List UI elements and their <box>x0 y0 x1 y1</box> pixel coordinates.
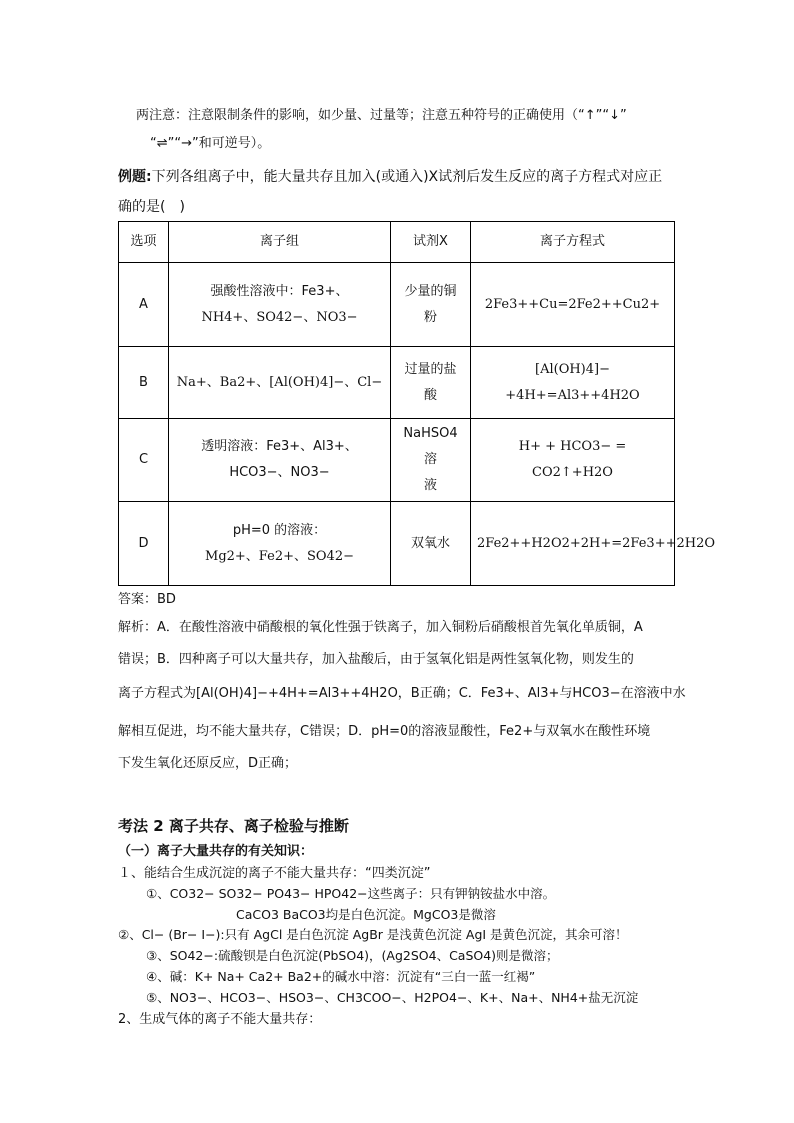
rule-sub-2: ②、Cl− (Br− I−):只有 AgCl 是白色沉淀 AgBr 是浅黄色沉淀 AgI 是黄色沉淀，其余可溶！ <box>118 927 628 942</box>
ions-cell <box>169 263 391 347</box>
section-subtitle: （一）离子大量共存的有关知识： <box>118 844 314 859</box>
reagent-cell <box>391 347 471 419</box>
analysis-line-3: 离子方程式为[Al(OH)4]−+4H+=Al3++4H2O，B正确；C．Fe3+、Al3+与HCO3−在溶液中水 <box>118 686 686 701</box>
rule-sub-5: ⑤、NO3−、HCO3−、HSO3−、CH3COO−、H2PO4−、K+、Na+、NH4+盐无沉淀 <box>146 990 639 1005</box>
reagent-line-2: 粉 <box>423 309 437 325</box>
table-row <box>119 347 675 419</box>
option-cell: C <box>119 419 169 502</box>
ions-line-1: 透明溶液：Fe3+、Al3+、 <box>201 439 358 454</box>
answer: 答案：BD <box>118 592 176 607</box>
options-table <box>118 221 716 586</box>
analysis-line-4: 解相互促进，均不能大量共存，C错误；D．pH=0的溶液显酸性，Fe2+与双氧水在酸性环境 <box>118 724 651 739</box>
intro-line-1: 两注意：注意限制条件的影响，如少量、过量等；注意五种符号的正确使用（“↑”“↓” <box>136 108 627 123</box>
ions-line-2: HCO3−、NO3− <box>229 465 330 480</box>
rule-sub-1: ①、CO32− SO32− PO43− HPO42−这些离子：只有钾钠铵盐水中溶。 <box>146 886 556 901</box>
reagent-line-1: NaHSO4溶 <box>403 426 458 467</box>
ions-cell <box>169 419 391 502</box>
ions-line-2: Mg2+、Fe2+、SO42− <box>205 548 354 564</box>
table-header-row <box>119 222 675 263</box>
header-ions: 离子组 <box>169 222 391 263</box>
reagent-line-1: 少量的铜 <box>404 283 457 299</box>
reagent-cell <box>391 263 471 347</box>
ions-line-2: NH4+、SO42−、NO3− <box>201 309 358 325</box>
ions-line-1: pH=0 的溶液： <box>232 522 327 538</box>
equation-cell: 2Fe2++H2O2+2H+=2Fe3++2H2O <box>471 502 675 586</box>
section-title: 考法 2 离子共存、离子检验与推断 <box>118 817 349 835</box>
reagent-line-2: 酸 <box>423 387 437 403</box>
analysis-line-1: 解析：A．在酸性溶液中硝酸根的氧化性强于铁离子，加入铜粉后硝酸根首先氧化单质铜，A <box>118 620 643 635</box>
example-label: 例题: <box>118 169 152 185</box>
example-question <box>118 166 662 186</box>
analysis-line-2: 错误；B．四种离子可以大量共存，加入盐酸后，由于氢氧化铝是两性氢氧化物，则发生的 <box>118 652 634 667</box>
reagent-line-1: 过量的盐 <box>404 361 457 377</box>
header-option: 选项 <box>119 222 169 263</box>
ions-cell <box>169 502 391 586</box>
option-cell: A <box>119 263 169 347</box>
header-reagent: 试剂X <box>391 222 471 263</box>
header-equation: 离子方程式 <box>471 222 675 263</box>
ions-cell: Na+、Ba2+、[Al(OH)4]−、Cl− <box>169 347 391 419</box>
equation-cell: [Al(OH)4]−+4H+=Al3++4H2O <box>471 347 675 419</box>
equation-cell: H+ + HCO3− = CO2↑+H2O <box>471 419 675 502</box>
equation-cell: 2Fe3++Cu=2Fe2++Cu2+ <box>471 263 675 347</box>
table-row <box>119 419 675 502</box>
reagent-cell: 双氧水 <box>391 502 471 586</box>
intro-line-2: “⇌”“→”和可逆号）。 <box>150 136 271 151</box>
table-row <box>119 502 675 586</box>
option-cell: B <box>119 347 169 419</box>
option-cell: D <box>119 502 169 586</box>
example-question-line-2: 确的是( ) <box>118 199 185 215</box>
rule-sub-1b: CaCO3 BaCO3均是白色沉淀。MgCO3是微溶 <box>236 907 496 922</box>
rule-sub-3: ③、SO42−:硫酸钡是白色沉淀(PbSO4)，(Ag2SO4、CaSO4)则是微溶； <box>146 948 559 963</box>
reagent-line-2: 液 <box>423 478 437 493</box>
rule-item-2: 2、生成气体的离子不能大量共存： <box>118 1012 322 1027</box>
analysis-line-5: 下发生氧化还原反应，D正确； <box>118 756 298 771</box>
example-question-line-1: 下列各组离子中，能大量共存且加入(或通入)X试剂后发生反应的离子方程式对应正 <box>151 169 663 185</box>
ions-line-1: 强酸性溶液中：Fe3+、 <box>210 283 349 299</box>
table-row <box>119 263 675 347</box>
reagent-cell <box>391 419 471 502</box>
rule-sub-4: ④、碱：K+ Na+ Ca2+ Ba2+的碱水中溶：沉淀有“三白一蓝一红褐” <box>146 969 536 984</box>
rule-item-1: １、能结合生成沉淀的离子不能大量共存：“四类沉淀” <box>118 866 431 881</box>
